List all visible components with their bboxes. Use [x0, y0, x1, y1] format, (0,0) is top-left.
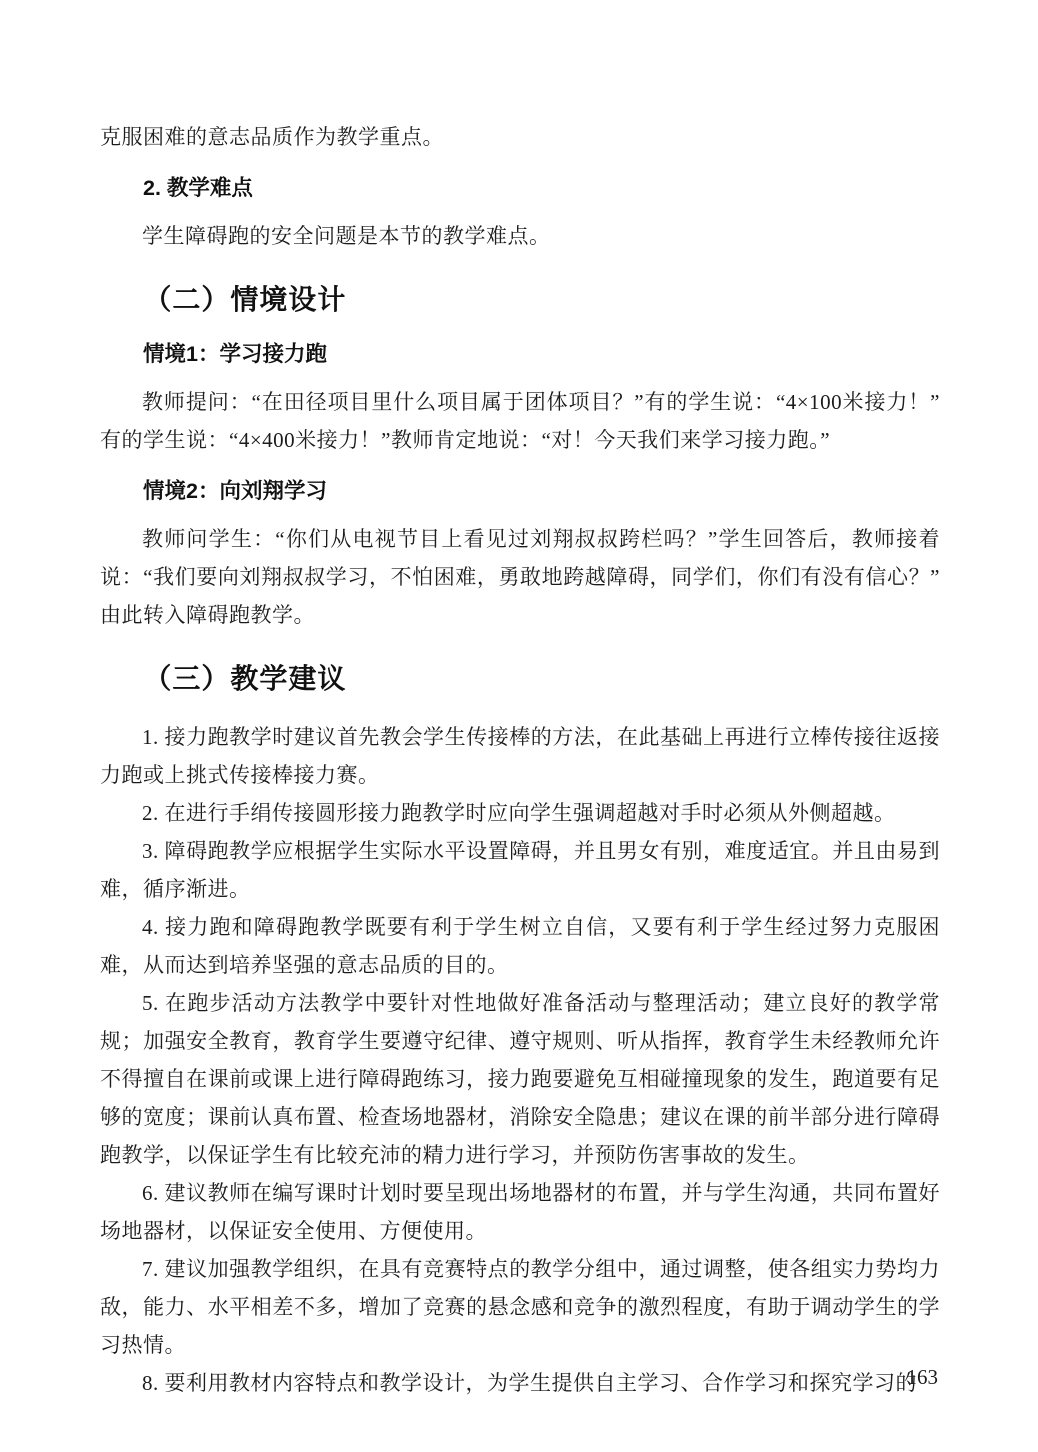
- suggestion-item-8: 8. 要利用教材内容特点和教学设计，为学生提供自主学习、合作学习和探究学习的: [142, 1371, 917, 1395]
- heading-teaching-difficulty: 2. 教学难点: [143, 176, 253, 200]
- heading-scenario-2: 情境2：向刘翔学习: [143, 479, 327, 503]
- paragraph-scenario-2: 教师问学生：“你们从电视节目上看见过刘翔叔叔跨栏吗？”学生回答后，教师接着说：“我们要向刘翔叔叔学习，不怕困难，勇敢地跨越障碍，同学们，你们有没有信心？”由此转入障碍跑教学。: [100, 527, 940, 627]
- suggestion-item-2: 2. 在进行手绢传接圆形接力跑教学时应向学生强调超越对手时必须从外侧超越。: [142, 801, 896, 825]
- heading-section-teaching-suggestions: （三）教学建议: [143, 664, 347, 695]
- suggestion-item-4: 4. 接力跑和障碍跑教学既要有利于学生树立自信，又要有利于学生经过努力克服困难，从而达到培养坚强的意志品质的目的。: [100, 915, 940, 977]
- suggestion-item-3: 3. 障碍跑教学应根据学生实际水平设置障碍，并且男女有别，难度适宜。并且由易到难，循序渐进。: [100, 839, 940, 901]
- paragraph-continuation: 克服困难的意志品质作为教学重点。: [100, 125, 444, 149]
- heading-section-scenario-design: （二）情境设计: [143, 285, 347, 316]
- suggestion-item-1: 1. 接力跑教学时建议首先教会学生传接棒的方法，在此基础上再进行立棒传接往返接力跑或上挑式传接棒接力赛。: [100, 725, 940, 787]
- page-number: 163: [906, 1365, 938, 1389]
- suggestion-item-5: 5. 在跑步活动方法教学中要针对性地做好准备活动与整理活动；建立良好的教学常规；加强安全教育，教育学生要遵守纪律、遵守规则、听从指挥，教育学生未经教师允许不得擅自在课前或课上进行障碍跑练习，接力跑要避免互相碰撞现象的发生，跑道要有足够的宽度；课前认真布置、检查场地器材，消除安全隐患；建议在课的前半部分进行障碍跑教学，以保证学生有比较充沛的精力进行学习，并预防伤害事故的发生。: [100, 991, 940, 1167]
- paragraph-teaching-difficulty: 学生障碍跑的安全问题是本节的教学难点。: [142, 224, 551, 248]
- heading-scenario-1: 情境1：学习接力跑: [143, 342, 327, 366]
- paragraph-scenario-1: 教师提问：“在田径项目里什么项目属于团体项目？”有的学生说：“4×100米接力！”有的学生说：“4×400米接力！”教师肯定地说：“对！今天我们来学习接力跑。”: [100, 390, 940, 452]
- suggestion-item-6: 6. 建议教师在编写课时计划时要呈现出场地器材的布置，并与学生沟通，共同布置好场地器材，以保证安全使用、方便使用。: [100, 1181, 940, 1243]
- suggestion-item-7: 7. 建议加强教学组织，在具有竞赛特点的教学分组中，通过调整，使各组实力势均力敌，能力、水平相差不多，增加了竞赛的悬念感和竞争的激烈程度，有助于调动学生的学习热情。: [100, 1257, 940, 1357]
